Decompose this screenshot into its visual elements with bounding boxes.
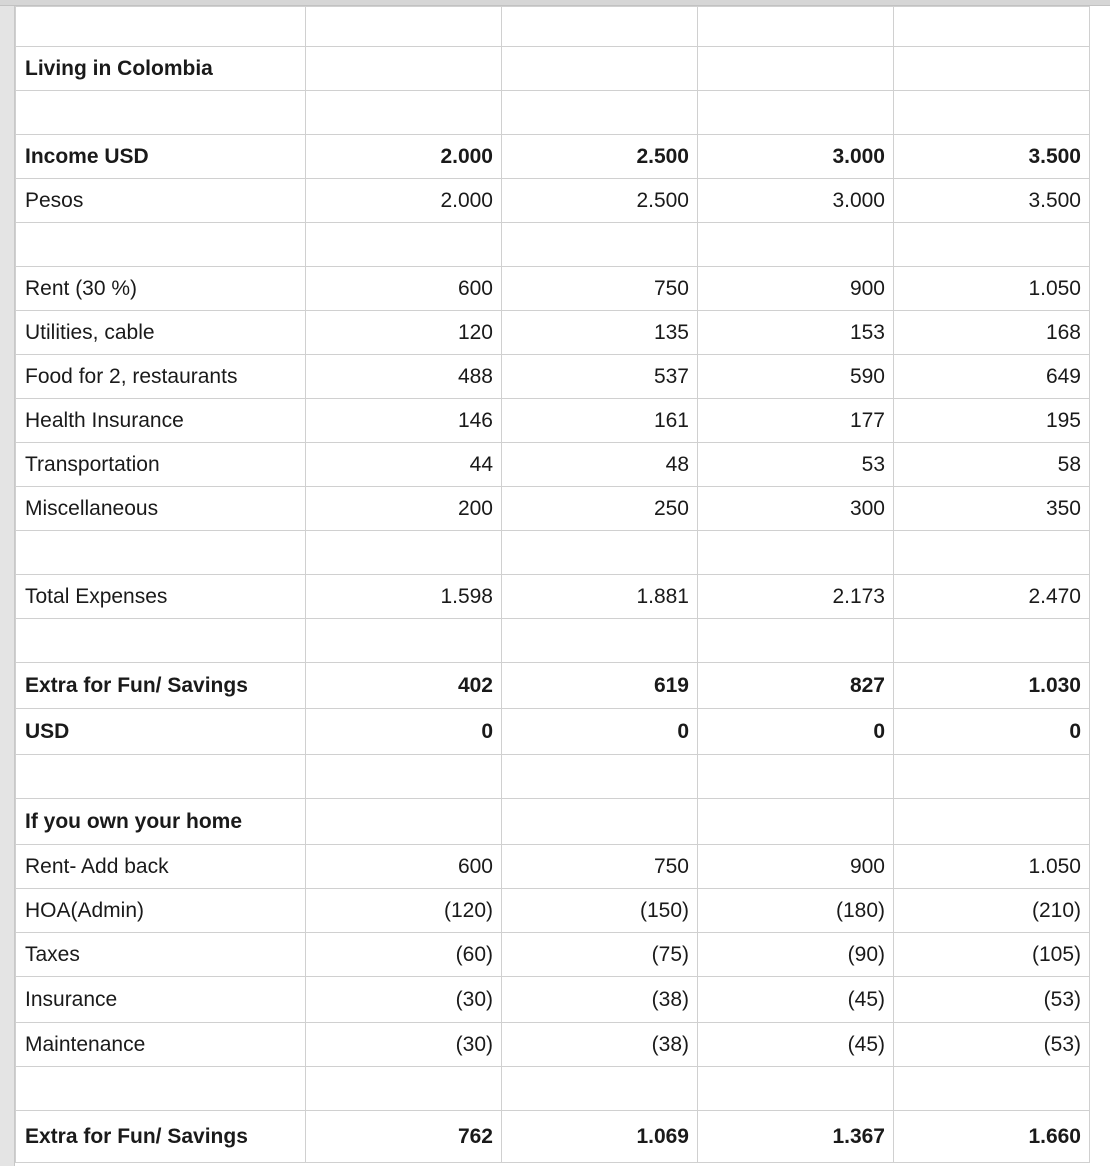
- value-cell[interactable]: [502, 47, 698, 91]
- value-cell[interactable]: [698, 531, 894, 575]
- table-row: [16, 1023, 1090, 1067]
- value-cell[interactable]: 762: [306, 1111, 502, 1163]
- value-cell[interactable]: 2.500: [502, 135, 698, 179]
- value-cell[interactable]: (53): [894, 977, 1090, 1023]
- value-cell[interactable]: 649: [894, 355, 1090, 399]
- value-cell[interactable]: [306, 531, 502, 575]
- value-cell[interactable]: 2.000: [306, 179, 502, 223]
- value-cell[interactable]: 3.500: [894, 135, 1090, 179]
- value-cell[interactable]: [698, 223, 894, 267]
- row-label-cell[interactable]: Extra for Fun/ Savings: [16, 1111, 306, 1163]
- value-cell[interactable]: [894, 1067, 1090, 1111]
- value-cell[interactable]: 0: [698, 709, 894, 755]
- value-cell[interactable]: 250: [502, 487, 698, 531]
- value-cell[interactable]: [306, 1067, 502, 1111]
- value-cell[interactable]: (120): [306, 889, 502, 933]
- value-cell[interactable]: [502, 223, 698, 267]
- value-cell[interactable]: 0: [894, 709, 1090, 755]
- value-cell[interactable]: [698, 47, 894, 91]
- empty-row: [16, 1067, 1090, 1111]
- value-cell[interactable]: 161: [502, 399, 698, 443]
- value-cell[interactable]: 590: [698, 355, 894, 399]
- value-cell[interactable]: [894, 47, 1090, 91]
- row-label-cell[interactable]: [16, 619, 306, 663]
- value-cell[interactable]: [894, 7, 1090, 47]
- row-label-cell[interactable]: Taxes: [16, 933, 306, 977]
- table-row: [16, 267, 1090, 311]
- table-row: [16, 575, 1090, 619]
- value-cell[interactable]: 600: [306, 845, 502, 889]
- row-label-cell[interactable]: [16, 91, 306, 135]
- table-row: [16, 709, 1090, 755]
- value-cell[interactable]: [894, 531, 1090, 575]
- value-cell[interactable]: 1.030: [894, 663, 1090, 709]
- value-cell[interactable]: 2.470: [894, 575, 1090, 619]
- value-cell[interactable]: 2.000: [306, 135, 502, 179]
- value-cell[interactable]: (30): [306, 977, 502, 1023]
- value-cell[interactable]: [698, 7, 894, 47]
- value-cell[interactable]: 0: [306, 709, 502, 755]
- value-cell[interactable]: [306, 47, 502, 91]
- value-cell[interactable]: 2.500: [502, 179, 698, 223]
- value-cell[interactable]: [306, 223, 502, 267]
- value-cell[interactable]: 1.050: [894, 845, 1090, 889]
- value-cell[interactable]: [502, 7, 698, 47]
- value-cell[interactable]: 58: [894, 443, 1090, 487]
- row-label-cell[interactable]: Rent- Add back: [16, 845, 306, 889]
- row-label-cell[interactable]: Health Insurance: [16, 399, 306, 443]
- value-cell[interactable]: 537: [502, 355, 698, 399]
- value-cell[interactable]: 3.500: [894, 179, 1090, 223]
- row-label-cell[interactable]: [16, 223, 306, 267]
- value-cell[interactable]: (45): [698, 1023, 894, 1067]
- value-cell[interactable]: 2.173: [698, 575, 894, 619]
- row-label-cell[interactable]: Maintenance: [16, 1023, 306, 1067]
- row-label-cell[interactable]: Transportation: [16, 443, 306, 487]
- value-cell[interactable]: [894, 223, 1090, 267]
- value-cell[interactable]: [502, 619, 698, 663]
- value-cell[interactable]: (105): [894, 933, 1090, 977]
- empty-row: [16, 531, 1090, 575]
- row-label-cell[interactable]: Extra for Fun/ Savings: [16, 663, 306, 709]
- table-row: [16, 355, 1090, 399]
- table-row: [16, 1111, 1090, 1163]
- row-label-cell[interactable]: If you own your home: [16, 799, 306, 845]
- spreadsheet-grid: [15, 6, 1090, 1163]
- table-row: [16, 845, 1090, 889]
- value-cell[interactable]: 750: [502, 845, 698, 889]
- value-cell[interactable]: (180): [698, 889, 894, 933]
- empty-row: [16, 7, 1090, 47]
- value-cell[interactable]: [502, 799, 698, 845]
- value-cell[interactable]: [306, 7, 502, 47]
- value-cell[interactable]: 900: [698, 845, 894, 889]
- value-cell[interactable]: 900: [698, 267, 894, 311]
- row-label-cell[interactable]: Food for 2, restaurants: [16, 355, 306, 399]
- value-cell[interactable]: 53: [698, 443, 894, 487]
- value-cell[interactable]: (30): [306, 1023, 502, 1067]
- table-row: [16, 47, 1090, 91]
- value-cell[interactable]: 135: [502, 311, 698, 355]
- value-cell[interactable]: 146: [306, 399, 502, 443]
- row-label-cell[interactable]: [16, 531, 306, 575]
- value-cell[interactable]: 48: [502, 443, 698, 487]
- value-cell[interactable]: [698, 799, 894, 845]
- value-cell[interactable]: 177: [698, 399, 894, 443]
- value-cell[interactable]: 168: [894, 311, 1090, 355]
- row-label-cell[interactable]: Living in Colombia: [16, 47, 306, 91]
- row-label-cell[interactable]: Income USD: [16, 135, 306, 179]
- table-row: [16, 889, 1090, 933]
- value-cell[interactable]: 1.881: [502, 575, 698, 619]
- value-cell[interactable]: 1.660: [894, 1111, 1090, 1163]
- row-label-cell[interactable]: Miscellaneous: [16, 487, 306, 531]
- value-cell[interactable]: 1.050: [894, 267, 1090, 311]
- value-cell[interactable]: 200: [306, 487, 502, 531]
- table-row: [16, 933, 1090, 977]
- value-cell[interactable]: [894, 755, 1090, 799]
- table-row: [16, 135, 1090, 179]
- value-cell[interactable]: [306, 619, 502, 663]
- value-cell[interactable]: [502, 91, 698, 135]
- table-row: [16, 311, 1090, 355]
- value-cell[interactable]: (210): [894, 889, 1090, 933]
- table-row: [16, 799, 1090, 845]
- value-cell[interactable]: 350: [894, 487, 1090, 531]
- table-row: [16, 487, 1090, 531]
- value-cell[interactable]: 120: [306, 311, 502, 355]
- value-cell[interactable]: [306, 799, 502, 845]
- empty-row: [16, 91, 1090, 135]
- value-cell[interactable]: (53): [894, 1023, 1090, 1067]
- value-cell[interactable]: 153: [698, 311, 894, 355]
- row-header-gutter[interactable]: [0, 6, 15, 1166]
- value-cell[interactable]: [306, 91, 502, 135]
- value-cell[interactable]: 488: [306, 355, 502, 399]
- value-cell[interactable]: [698, 1067, 894, 1111]
- value-cell[interactable]: [698, 619, 894, 663]
- row-label-cell[interactable]: [16, 755, 306, 799]
- value-cell[interactable]: 619: [502, 663, 698, 709]
- value-cell[interactable]: [894, 619, 1090, 663]
- row-label-cell[interactable]: USD: [16, 709, 306, 755]
- value-cell[interactable]: (38): [502, 1023, 698, 1067]
- table-row: [16, 443, 1090, 487]
- empty-row: [16, 619, 1090, 663]
- row-label-cell[interactable]: [16, 7, 306, 47]
- value-cell[interactable]: [698, 755, 894, 799]
- value-cell[interactable]: 300: [698, 487, 894, 531]
- value-cell[interactable]: 402: [306, 663, 502, 709]
- value-cell[interactable]: (60): [306, 933, 502, 977]
- value-cell[interactable]: 1.598: [306, 575, 502, 619]
- row-label-cell[interactable]: Rent (30 %): [16, 267, 306, 311]
- spreadsheet-body: [16, 7, 1090, 1163]
- row-label-cell[interactable]: Insurance: [16, 977, 306, 1023]
- table-row: [16, 663, 1090, 709]
- row-label-cell[interactable]: Utilities, cable: [16, 311, 306, 355]
- row-label-cell[interactable]: [16, 1067, 306, 1111]
- value-cell[interactable]: 3.000: [698, 179, 894, 223]
- empty-row: [16, 223, 1090, 267]
- value-cell[interactable]: 827: [698, 663, 894, 709]
- value-cell[interactable]: 750: [502, 267, 698, 311]
- value-cell[interactable]: (38): [502, 977, 698, 1023]
- value-cell[interactable]: [894, 799, 1090, 845]
- table-row: [16, 179, 1090, 223]
- value-cell[interactable]: 1.069: [502, 1111, 698, 1163]
- value-cell[interactable]: [502, 1067, 698, 1111]
- value-cell[interactable]: 600: [306, 267, 502, 311]
- value-cell[interactable]: [502, 531, 698, 575]
- value-cell[interactable]: 3.000: [698, 135, 894, 179]
- value-cell[interactable]: [502, 755, 698, 799]
- row-label-cell[interactable]: Total Expenses: [16, 575, 306, 619]
- value-cell[interactable]: (90): [698, 933, 894, 977]
- value-cell[interactable]: [306, 755, 502, 799]
- row-label-cell[interactable]: Pesos: [16, 179, 306, 223]
- value-cell[interactable]: 0: [502, 709, 698, 755]
- value-cell[interactable]: [698, 91, 894, 135]
- value-cell[interactable]: [894, 91, 1090, 135]
- value-cell[interactable]: 195: [894, 399, 1090, 443]
- value-cell[interactable]: 44: [306, 443, 502, 487]
- value-cell[interactable]: (45): [698, 977, 894, 1023]
- value-cell[interactable]: (150): [502, 889, 698, 933]
- row-label-cell[interactable]: HOA(Admin): [16, 889, 306, 933]
- value-cell[interactable]: (75): [502, 933, 698, 977]
- value-cell[interactable]: 1.367: [698, 1111, 894, 1163]
- table-row: [16, 399, 1090, 443]
- table-row: [16, 977, 1090, 1023]
- empty-row: [16, 755, 1090, 799]
